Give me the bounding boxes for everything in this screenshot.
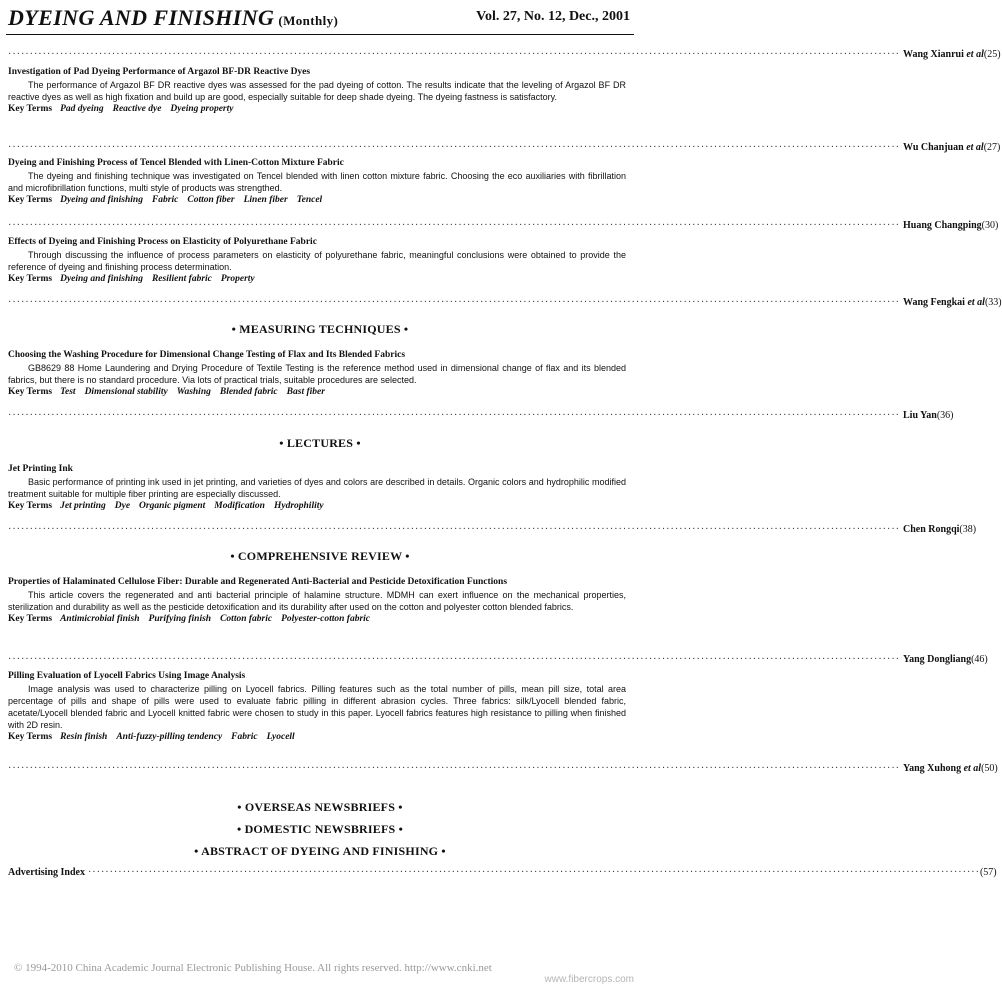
key-term: Dyeing property bbox=[170, 104, 234, 114]
key-term: Dye bbox=[114, 501, 131, 511]
journal-frequency: (Monthly) bbox=[278, 13, 339, 28]
key-term: Linen fiber bbox=[243, 195, 288, 205]
author-line bbox=[8, 219, 999, 232]
key-term: Cotton fiber bbox=[187, 195, 235, 205]
key-term: Dyeing and finishing bbox=[60, 274, 143, 284]
key-terms bbox=[8, 194, 626, 207]
key-term: Resin finish bbox=[60, 732, 108, 742]
author-name: Yang Xuhong et al bbox=[903, 763, 982, 774]
article-title[interactable]: Properties of Halaminated Cellulose Fiber: Durable and Regenerated Anti-Bacterial and Pesticide Detoxification Functions bbox=[8, 577, 508, 587]
key-term: Dyeing and finishing bbox=[60, 195, 143, 205]
author-line bbox=[8, 141, 1001, 154]
key-terms-label: Key Terms bbox=[8, 104, 53, 114]
article bbox=[8, 670, 626, 744]
author-name: Wu Chanjuan et al bbox=[903, 142, 984, 153]
page-number: (38) bbox=[959, 524, 977, 535]
article bbox=[8, 236, 626, 286]
key-term: Reactive dye bbox=[112, 104, 162, 114]
article-abstract: The performance of Argazol BF DR reactive dyes was assessed for the pad dyeing of cotton. The results indicate that the leveling of Argazol BF DR reactive dyes as well as high fixation and build up are good, especially suitable for deep shade dyeing. The dyeing fastness is satisfactory. bbox=[8, 80, 626, 102]
page-number: (33) bbox=[984, 297, 1002, 308]
key-term: Dimensional stability bbox=[84, 387, 168, 397]
page-number: (25) bbox=[983, 49, 1001, 60]
dot-leader: ·············································································································································································································· bbox=[8, 49, 900, 60]
key-term: Tencel bbox=[296, 195, 323, 205]
key-term: Purifying finish bbox=[148, 614, 212, 624]
article-abstract: This article covers the regenerated and anti bacterial principle of halamine structure. MDMH can exert influence on the mechanical properties, sterilization and durability as well as the pesticide detoxification and its durability after used on the cotton and polyester cotton blended fabrics. bbox=[8, 590, 626, 612]
section-heading-domestic: • DOMESTIC NEWSBRIEFS • bbox=[236, 822, 404, 836]
dot-leader: ·············································································································································································································· bbox=[8, 297, 900, 308]
key-terms bbox=[8, 613, 626, 626]
key-terms-label: Key Terms bbox=[8, 614, 53, 624]
dot-leader: ·············································································································································································································· bbox=[87, 867, 980, 878]
article-abstract: Image analysis was used to characterize pilling on Lyocell fabrics. Pilling features such as the total number of pills, mean pill size, total area percentage of pills and shape of pills were used to evaluate fabric pilling in different abrasion cycles. Three fabrics: silk/Lyocell blended fabric, acetate/Lyocell blended fabric and Lyocell knitted fabric were chosen to study in this paper. Lyocell fabrics features high resistance to pilling when finished with 2D resin. bbox=[8, 684, 626, 730]
key-terms bbox=[8, 731, 626, 744]
dot-leader: ·············································································································································································································· bbox=[8, 763, 900, 774]
author-line bbox=[8, 296, 1002, 309]
key-term: Washing bbox=[176, 387, 211, 397]
author-line bbox=[8, 48, 1001, 61]
advertising-index-line bbox=[8, 866, 997, 879]
key-terms-label: Key Terms bbox=[8, 501, 53, 511]
author-line bbox=[8, 523, 977, 536]
section-heading-lectures: • LECTURES • bbox=[279, 436, 361, 450]
key-term: Antimicrobial finish bbox=[60, 614, 140, 624]
dot-leader: ·············································································································································································································· bbox=[8, 654, 900, 665]
section-heading-overseas: • OVERSEAS NEWSBRIEFS • bbox=[237, 800, 403, 814]
key-term: Lyocell bbox=[266, 732, 295, 742]
article bbox=[8, 66, 626, 116]
key-terms-label: Key Terms bbox=[8, 387, 53, 397]
key-term: Property bbox=[220, 274, 255, 284]
key-term: Jet printing bbox=[60, 501, 106, 511]
page-number: (36) bbox=[936, 410, 954, 421]
author-name: Wang Xianrui et al bbox=[903, 49, 984, 60]
key-terms-label: Key Terms bbox=[8, 732, 53, 742]
section-heading-abstract: • ABSTRACT OF DYEING AND FINISHING • bbox=[194, 844, 446, 858]
article bbox=[8, 349, 626, 399]
key-term: Polyester-cotton fabric bbox=[281, 614, 371, 624]
key-terms bbox=[8, 386, 626, 399]
page-number: (57) bbox=[979, 867, 997, 878]
article bbox=[8, 576, 626, 626]
author-line bbox=[8, 653, 988, 666]
article-title[interactable]: Investigation of Pad Dyeing Performance of Argazol BF-DR Reactive Dyes bbox=[8, 67, 311, 77]
page-number: (30) bbox=[981, 220, 999, 231]
author-line bbox=[8, 409, 954, 422]
advertising-label[interactable]: Advertising Index bbox=[8, 867, 85, 878]
author-line bbox=[8, 762, 998, 775]
article bbox=[8, 463, 626, 513]
key-term: Pad dyeing bbox=[60, 104, 104, 114]
key-terms-label: Key Terms bbox=[8, 274, 53, 284]
article-title[interactable]: Choosing the Washing Procedure for Dimensional Change Testing of Flax and Its Blended Fabrics bbox=[8, 350, 406, 360]
author-name: Wang Fengkai et al bbox=[903, 297, 985, 308]
dot-leader: ·············································································································································································································· bbox=[8, 142, 900, 153]
article bbox=[8, 157, 626, 207]
article-title[interactable]: Jet Printing Ink bbox=[8, 464, 73, 474]
copyright-footer: © 1994-2010 China Academic Journal Electronic Publishing House. All rights reserved. http://www.cnki.net bbox=[14, 962, 492, 974]
page-number: (46) bbox=[971, 654, 988, 665]
article-abstract: Basic performance of printing ink used in jet printing, and varieties of dyes and colors are described in details. Organic colors and hydrophilic modified treatment suitable for multiple fiber printing are especially discussed. bbox=[8, 477, 626, 499]
article-abstract: The dyeing and finishing technique was investigated on Tencel blended with linen cotton mixture fabric. Choosing the eco auxiliaries with fibrillation and microfibrillation functions, multi style of products was strengthed. bbox=[8, 171, 626, 193]
journal-title-text: DYEING AND FINISHING bbox=[8, 5, 275, 30]
author-name: Liu Yan bbox=[903, 410, 937, 421]
key-term: Modification bbox=[214, 501, 265, 511]
author-name: Huang Changping bbox=[903, 220, 982, 231]
key-term: Blended fabric bbox=[219, 387, 278, 397]
author-name: Yang Dongliang bbox=[903, 654, 972, 665]
issue-info: Vol. 27, No. 12, Dec., 2001 bbox=[476, 9, 630, 24]
article-title[interactable]: Pilling Evaluation of Lyocell Fabrics Using Image Analysis bbox=[8, 671, 246, 681]
key-term: Test bbox=[60, 387, 76, 397]
section-heading-review: • COMPREHENSIVE REVIEW • bbox=[230, 549, 410, 563]
article-title[interactable]: Dyeing and Finishing Process of Tencel Blended with Linen-Cotton Mixture Fabric bbox=[8, 158, 344, 168]
key-terms bbox=[8, 500, 626, 513]
key-term: Fabric bbox=[231, 732, 258, 742]
key-terms bbox=[8, 273, 626, 286]
key-terms-label: Key Terms bbox=[8, 195, 53, 205]
key-term: Bast fiber bbox=[286, 387, 325, 397]
key-term: Fabric bbox=[151, 195, 179, 205]
dot-leader: ·············································································································································································································· bbox=[8, 524, 900, 535]
header-rule bbox=[6, 34, 634, 35]
key-term: Anti-fuzzy-pilling tendency bbox=[116, 732, 223, 742]
dot-leader: ·············································································································································································································· bbox=[8, 220, 900, 231]
article-title[interactable]: Effects of Dyeing and Finishing Process on Elasticity of Polyurethane Fabric bbox=[8, 237, 317, 247]
journal-header bbox=[8, 5, 630, 33]
key-term: Cotton fabric bbox=[220, 614, 273, 624]
dot-leader: ·············································································································································································································· bbox=[8, 410, 900, 421]
watermark: www.fibercrops.com bbox=[544, 974, 634, 985]
key-terms bbox=[8, 103, 626, 116]
article-abstract: GB8629 88 Home Laundering and Drying Procedure of Textile Testing is the reference method used in dimensional change of flax and its blended fabrics, but there is no standard procedure. Via lots of practical trials, suitable procedures are selected. bbox=[8, 363, 626, 385]
author-name: Chen Rongqi bbox=[903, 524, 960, 535]
key-term: Resilient fabric bbox=[151, 274, 212, 284]
journal-title bbox=[8, 5, 338, 31]
section-heading-measuring: • MEASURING TECHNIQUES • bbox=[231, 322, 409, 336]
page-number: (27) bbox=[983, 142, 1001, 153]
key-term: Hydrophility bbox=[273, 501, 324, 511]
key-term: Organic pigment bbox=[139, 501, 206, 511]
page-number: (50) bbox=[981, 763, 998, 774]
article-abstract: Through discussing the influence of process parameters on elasticity of polyurethane fabric, meaningful conclusions were obtained to provide the reference of dyeing and finishing process determination. bbox=[8, 250, 626, 272]
